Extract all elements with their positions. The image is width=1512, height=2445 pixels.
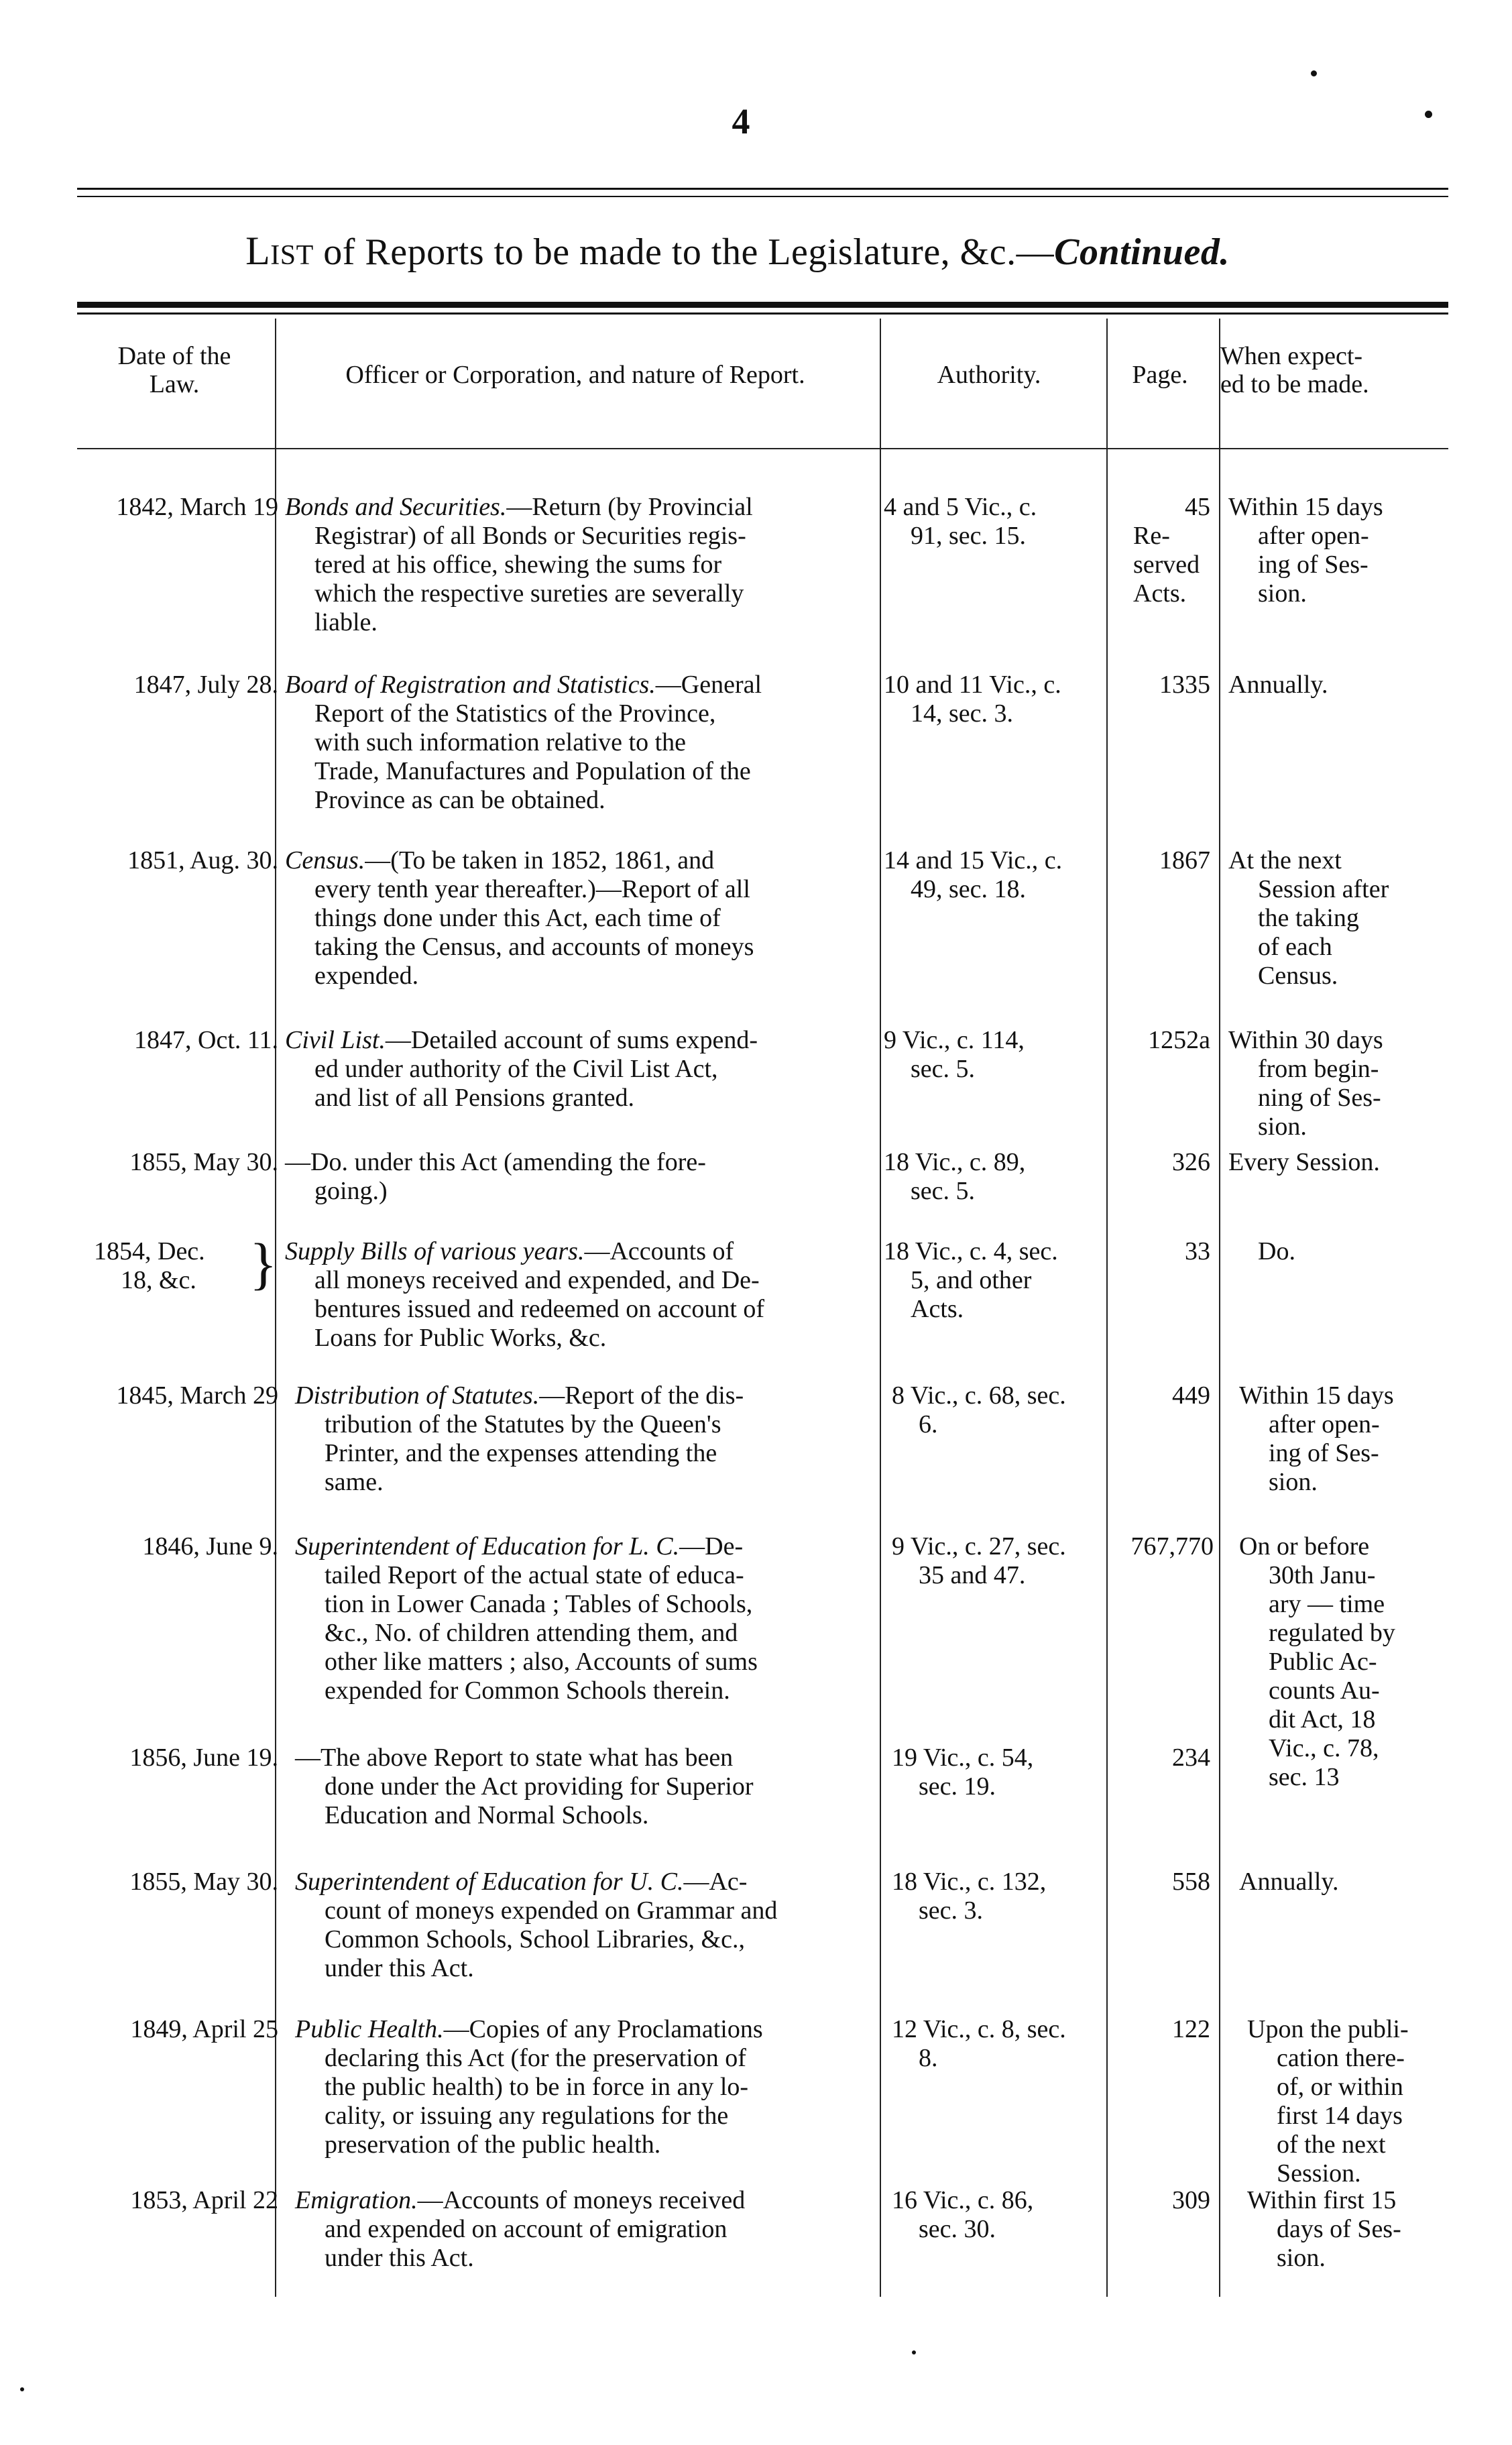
- page-title: List of Reports to be made to the Legislature, &c.—Continued.: [245, 229, 1230, 273]
- row-page: 558: [1172, 1868, 1210, 1896]
- row-description: Civil List.—Detailed account of sums expend- ed under authority of the Civil List Act, and list of all Pensions granted.: [285, 1026, 758, 1112]
- row-description: Bonds and Securities.—Return (by Provincial Registrar) of all Bonds or Securities regis- tered at his office, shewing the sums for which the respective sureties are severally liable.: [285, 493, 753, 636]
- row-authority: 18 Vic., c. 132, sec. 3.: [892, 1868, 1047, 1925]
- header-date: [84, 342, 265, 398]
- row-when: Upon the publi- cation there- of, or within first 14 days of the next Session.: [1247, 2015, 1409, 2187]
- row-description: Superintendent of Education for U. C.—Ac- count of moneys expended on Grammar and Common Schools, School Libraries, &c., under this Act.: [295, 1868, 778, 1982]
- row-date: 1855, May 30.: [129, 1148, 278, 1176]
- header-date-line: Law.: [149, 370, 200, 398]
- row-description: Emigration.—Accounts of moneys received and expended on account of emigration under this Act.: [295, 2186, 746, 2272]
- row-authority: 16 Vic., c. 86, sec. 30.: [892, 2186, 1034, 2243]
- speck-mark: [1425, 111, 1432, 118]
- header-when-line: When expect-: [1220, 342, 1363, 370]
- title-rule: [77, 302, 1448, 308]
- row-date: 1845, March 29: [116, 1381, 278, 1410]
- row-authority: 4 and 5 Vic., c. 91, sec. 15.: [884, 493, 1037, 550]
- row-authority: 8 Vic., c. 68, sec. 6.: [892, 1381, 1066, 1438]
- header-page: Page.: [1132, 361, 1188, 389]
- header-when: [1220, 342, 1442, 398]
- row-date: 1851, Aug. 30.: [127, 846, 278, 874]
- header-when-line: ed to be made.: [1220, 370, 1369, 398]
- row-page: 234: [1172, 1744, 1210, 1772]
- row-page: 326: [1172, 1148, 1210, 1176]
- header-officer: Officer or Corporation, and nature of Report.: [345, 361, 805, 389]
- row-page: 1867: [1159, 846, 1210, 874]
- header-date-line: Date of the: [117, 342, 231, 370]
- title-rule: [77, 312, 1448, 315]
- row-when: Within 30 days from begin- ning of Ses- sion.: [1228, 1026, 1383, 1141]
- row-authority: 18 Vic., c. 4, sec. 5, and other Acts.: [884, 1237, 1058, 1323]
- row-page: 1335: [1159, 671, 1210, 699]
- row-date: 1846, June 9.: [142, 1532, 278, 1560]
- brace-mark: }: [249, 1231, 278, 1296]
- row-description: Census.—(To be taken in 1852, 1861, and every tenth year thereafter.)—Report of all things done under this Act, each time of taking the Census, and accounts of moneys expended.: [285, 846, 754, 990]
- row-date: 1849, April 25: [130, 2015, 278, 2043]
- row-page: 33: [1185, 1237, 1210, 1265]
- row-authority: 18 Vic., c. 89, sec. 5.: [884, 1148, 1026, 1205]
- speck-mark: [1311, 70, 1317, 76]
- row-page: 767,770: [1130, 1532, 1214, 1560]
- header-rule: [77, 448, 1448, 449]
- row-authority: 14 and 15 Vic., c. 49, sec. 18.: [884, 846, 1063, 903]
- row-description: —The above Report to state what has been done under the Act providing for Superior Education and Normal Schools.: [295, 1744, 754, 1829]
- row-date: 1853, April 22: [130, 2186, 278, 2214]
- row-page: 122: [1172, 2015, 1210, 2043]
- speck-mark: [912, 2350, 916, 2354]
- top-rule: [77, 188, 1448, 190]
- row-authority: 19 Vic., c. 54, sec. 19.: [892, 1744, 1034, 1801]
- row-date: 1854, Dec. 18, &c.: [94, 1237, 205, 1294]
- speck-mark: [20, 2387, 24, 2391]
- row-date: 1855, May 30.: [129, 1868, 278, 1896]
- row-description: Superintendent of Education for L. C.—De- tailed Report of the actual state of educa- tion in Lower Canada ; Tables of Schools, &c., No. of children attending them, and other like matters ; also, Accounts of sums expended for Common Schools therein.: [295, 1532, 758, 1705]
- row-when: Within 15 days after open- ing of Ses- sion.: [1239, 1381, 1394, 1496]
- row-date: 1847, July 28.: [133, 671, 278, 699]
- page-number: 4: [732, 101, 750, 141]
- row-description: Board of Registration and Statistics.—General Report of the Statistics of the Province, with such information relative to the Trade, Manufactures and Population of the Province as can be obtained.: [285, 671, 762, 814]
- row-authority: 10 and 11 Vic., c. 14, sec. 3.: [884, 671, 1061, 728]
- column-rule: [1219, 319, 1220, 2297]
- row-page: 45 Re- served Acts.: [1133, 493, 1210, 608]
- row-description: Distribution of Statutes.—Report of the dis- tribution of the Statutes by the Queen's Printer, and the expenses attending the same.: [295, 1381, 744, 1496]
- row-when: Annually.: [1228, 671, 1328, 699]
- top-rule: [77, 196, 1448, 197]
- row-when: Every Session.: [1228, 1148, 1380, 1176]
- row-description: Public Health.—Copies of any Proclamations declaring this Act (for the preservation of the public health) to be in force in any lo- cality, or issuing any regulations for the preservation of the public health.: [295, 2015, 763, 2159]
- column-rule: [880, 319, 881, 2297]
- row-description: —Do. under this Act (amending the fore- going.): [285, 1148, 706, 1205]
- row-page: 449: [1172, 1381, 1210, 1410]
- row-date: 1842, March 19: [116, 493, 278, 521]
- row-when: Annually.: [1239, 1868, 1339, 1896]
- row-authority: 9 Vic., c. 114, sec. 5.: [884, 1026, 1025, 1083]
- row-authority: 9 Vic., c. 27, sec. 35 and 47.: [892, 1532, 1066, 1589]
- row-when: On or before 30th Janu- ary — time regulated by Public Ac- counts Au- dit Act, 18 Vic., c. 78, sec. 13: [1239, 1532, 1395, 1791]
- row-description: Supply Bills of various years.—Accounts of all moneys received and expended, and De- bentures issued and redeemed on account of Loans for Public Works, &c.: [285, 1237, 765, 1352]
- column-rule: [275, 319, 276, 2297]
- row-date: 1856, June 19.: [129, 1744, 278, 1772]
- row-when: Within first 15 days of Ses- sion.: [1247, 2186, 1401, 2272]
- row-when: At the next Session after the taking of each Census.: [1228, 846, 1389, 990]
- header-authority: Authority.: [937, 361, 1041, 389]
- row-when: Within 15 days after open- ing of Ses- sion.: [1228, 493, 1383, 608]
- row-page: 309: [1172, 2186, 1210, 2214]
- row-page: 1252a: [1148, 1026, 1210, 1054]
- row-when: Do.: [1258, 1237, 1295, 1265]
- row-date: 1847, Oct. 11.: [134, 1026, 278, 1054]
- row-authority: 12 Vic., c. 8, sec. 8.: [892, 2015, 1066, 2072]
